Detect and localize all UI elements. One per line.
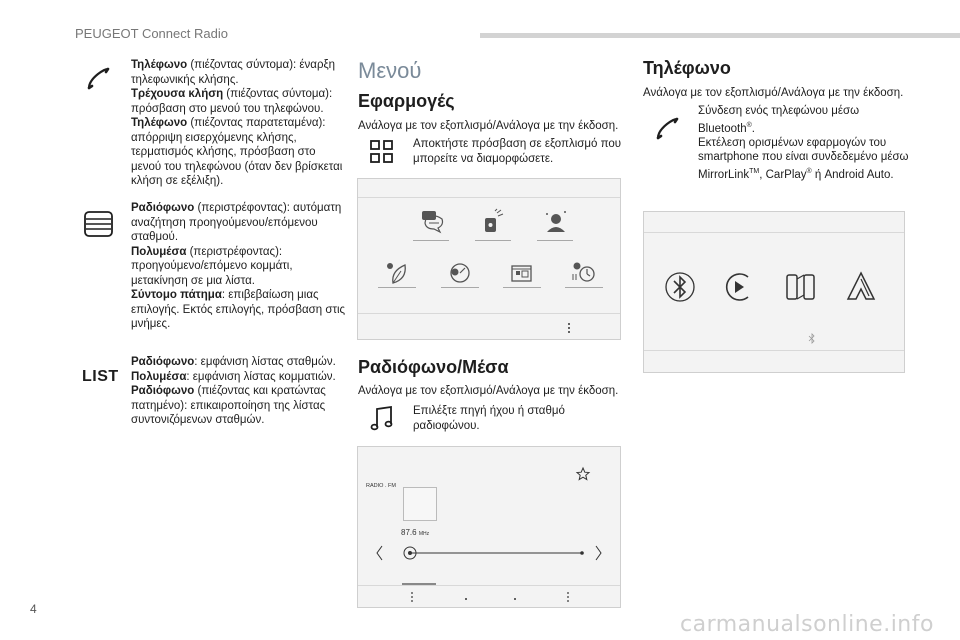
gallery-app-icon[interactable] <box>510 261 534 285</box>
telephone-handset-icon <box>655 116 681 142</box>
watermark: carmanualsonline.info <box>680 612 934 637</box>
frequency-slider[interactable] <box>374 543 609 563</box>
driving-app-icon[interactable] <box>448 261 472 285</box>
bluetooth-icon[interactable] <box>664 270 696 304</box>
favourite-star-icon[interactable] <box>576 467 590 481</box>
radio-media-intro: Ανάλογα με τον εξοπλισμό/Ανάλογα με την έκδοση. <box>358 385 619 397</box>
thumbwheel-icon <box>84 210 114 238</box>
messages-app-icon[interactable] <box>420 209 446 233</box>
frequency-readout: 87.6 MHz <box>401 528 430 537</box>
applications-heading: Εφαρμογές <box>358 91 455 111</box>
header-title: PEUGEOT Connect Radio <box>75 26 228 41</box>
telephone-intro: Ανάλογα με τον εξοπλισμό/Ανάλογα με την έκδοση. <box>643 87 904 99</box>
bluetooth-status-icon <box>808 333 816 345</box>
android-auto-icon[interactable] <box>844 270 878 304</box>
music-note-icon <box>370 405 394 431</box>
station-artwork <box>403 487 437 521</box>
more-options-icon[interactable] <box>566 322 572 334</box>
active-tab-indicator <box>402 583 436 585</box>
assistant-app-icon[interactable] <box>544 209 568 233</box>
radio-screen <box>357 446 621 608</box>
telephone-heading: Τηλέφωνο <box>643 58 731 78</box>
timer-app-icon[interactable] <box>571 261 597 285</box>
telephone-screen <box>643 211 905 373</box>
menu-title: Μενού <box>358 58 422 83</box>
apps-grid-icon <box>370 140 394 164</box>
phone-entry-text: Τηλέφωνο (πιέζοντας σύντομα): έναρξη τηλεφωνικής κλήσης. Τρέχουσα κλήση (πιέζοντας σύντομα): πρόσβαση στο μενού του τηλεφώνου. Τηλέφωνο (πιέζοντας παρατεταμένα): απόρριψη εισερχόμενης κλήσης, τερματισμός κλήσης, πρόσβαση στο μενού του τηλεφώνου (όταν δεν βρίσκεται κλήση σε εξέλιξη). <box>131 59 343 187</box>
applications-intro: Ανάλογα με τον εξοπλισμό/Ανάλογα με την έκδοση. <box>358 120 619 132</box>
list-label: LIST <box>82 368 119 385</box>
page-number: 4 <box>30 602 37 616</box>
telephone-desc: Σύνδεση ενός τηλεφώνου μέσω Bluetooth®. Εκτέλεση ορισμένων εφαρμογών του smartphone που είναι συνδεδεμένο μέσω MirrorLink™, CarPlay® ή Android Auto. <box>698 105 909 181</box>
header-bar <box>480 33 960 38</box>
radio-media-desc: Επιλέξτε πηγή ήχου ή σταθμό ραδιοφώνου. <box>413 405 565 432</box>
connectivity-app-icon[interactable] <box>481 209 505 233</box>
radio-media-heading: Ραδιόφωνο/Μέσα <box>358 357 509 377</box>
radio-bottom-bar[interactable] <box>410 591 570 603</box>
carplay-icon[interactable] <box>722 270 754 304</box>
applications-desc: Αποκτήστε πρόσβαση σε εξοπλισμό που μπορείτε να διαμορφώσετε. <box>413 138 622 165</box>
applications-screen <box>357 178 621 340</box>
mirrorlink-icon[interactable] <box>784 270 818 304</box>
phone-icon <box>86 66 112 92</box>
radio-source-label: RADIO . FM <box>366 483 396 489</box>
eco-app-icon[interactable] <box>385 261 409 285</box>
wheel-entry-text: Ραδιόφωνο (περιστρέφοντας): αυτόματη αναζήτηση προηγούμενου/επόμενου σταθμού. Πολυμέσα (περιστρέφοντας): προηγούμενο/επόμενο κομμάτι, μετακίνηση σε μια λίστα. Σύντομο πάτημα: επιβεβαίωση μιας επιλογής. Εκτός επιλογής, πρόσβαση στις μνήμες. <box>131 202 346 330</box>
list-entry-text: Ραδιόφωνο: εμφάνιση λίστας σταθμών. Πολυμέσα: εμφάνιση λίστας κομματιών. Ραδιόφωνο (πιέζοντας και κρατώντας πατημένο): επικαιροποίηση της λίστας συντονιζόμενων σταθμών. <box>131 356 336 426</box>
